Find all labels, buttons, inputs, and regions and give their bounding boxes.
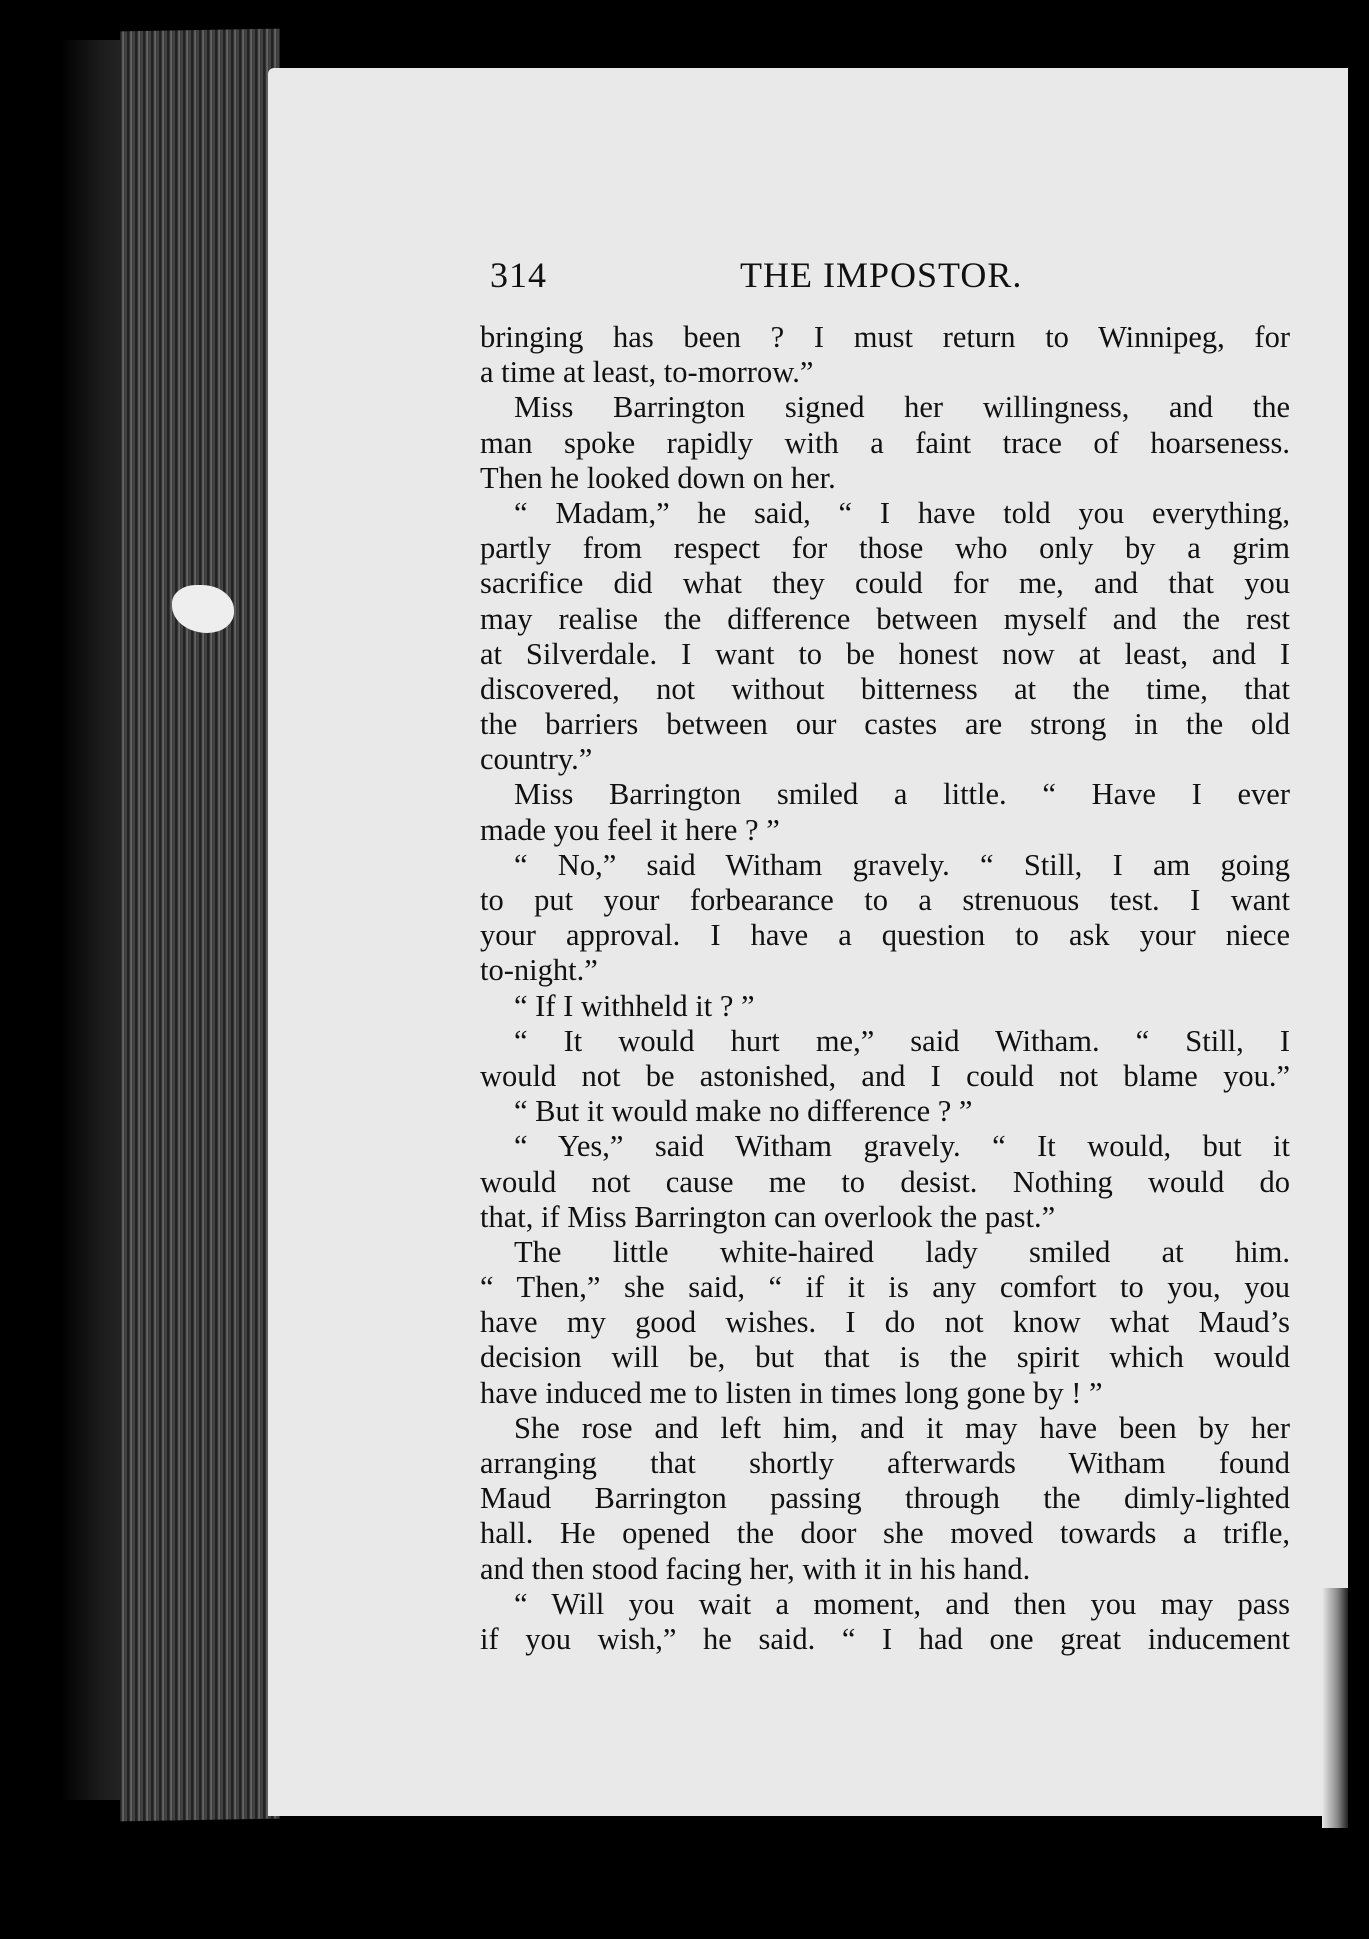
- text-line: the barriers between our castes are strong in the old: [480, 707, 1290, 742]
- text-line: may realise the difference between myself and the rest: [480, 601, 1290, 636]
- text-line: that, if Miss Barrington can overlook the past.”: [480, 1199, 1056, 1234]
- text-line: “ It would hurt me,” said Witham. “ Still, I: [514, 1023, 1290, 1058]
- text-line: “ Then,” she said, “ if it is any comfort to you, you: [480, 1270, 1290, 1305]
- text-line: “ If I withheld it ? ”: [514, 988, 755, 1023]
- text-line: hall. He opened the door she moved towards a trifle,: [480, 1516, 1290, 1551]
- book-page: [268, 68, 1348, 1816]
- text-line: Miss Barrington smiled a little. “ Have I ever: [514, 777, 1290, 812]
- page-number: 314: [490, 255, 547, 295]
- text-line: “ Madam,” he said, “ I have told you everything,: [514, 495, 1290, 530]
- text-line: The little white-haired lady smiled at him.: [514, 1234, 1290, 1269]
- text-line: “ Yes,” said Witham gravely. “ It would, but it: [514, 1129, 1290, 1164]
- page-curl-shadow: [1322, 1588, 1348, 1828]
- page-header: [490, 254, 1320, 314]
- text-line: to put your forbearance to a strenuous test. I want: [480, 883, 1290, 917]
- text-line: discovered, not without bitterness at the time, that: [480, 671, 1290, 706]
- text-line: partly from respect for those who only by a grim: [480, 531, 1290, 566]
- text-line: country.”: [480, 742, 593, 777]
- text-line: would not be astonished, and I could not blame you.”: [480, 1058, 1290, 1093]
- text-line: a time at least, to-morrow.”: [480, 355, 814, 390]
- text-line: have induced me to listen in times long gone by ! ”: [480, 1375, 1103, 1410]
- text-line: your approval. I have a question to ask your niece: [480, 918, 1290, 953]
- text-line: “ No,” said Witham gravely. “ Still, I am going: [514, 847, 1290, 882]
- text-line: arranging that shortly afterwards Witham found: [480, 1446, 1290, 1480]
- text-line: Then he looked down on her.: [480, 460, 836, 495]
- text-line: sacrifice did what they could for me, and that you: [480, 566, 1290, 601]
- text-line: bringing has been ? I must return to Winnipeg, for: [480, 320, 1290, 354]
- text-line: at Silverdale. I want to be honest now at least, and I: [480, 636, 1290, 671]
- text-line: and then stood facing her, with it in his hand.: [480, 1551, 1031, 1586]
- body-text: [480, 320, 1290, 1657]
- text-line: have my good wishes. I do not know what Maud’s: [480, 1305, 1290, 1340]
- running-title: THE IMPOSTOR.: [740, 255, 1023, 295]
- page-edges: [120, 29, 280, 1822]
- text-line: if you wish,” he said. “ I had one great inducement: [480, 1621, 1290, 1656]
- text-line: Miss Barrington signed her willingness, and the: [514, 390, 1290, 425]
- text-line: “ Will you wait a moment, and then you may pass: [514, 1586, 1290, 1621]
- text-line: made you feel it here ? ”: [480, 812, 780, 847]
- text-line: to-night.”: [480, 953, 598, 988]
- text-line: would not cause me to desist. Nothing would do: [480, 1164, 1290, 1199]
- text-line: man spoke rapidly with a faint trace of hoarseness.: [480, 425, 1290, 460]
- text-line: Maud Barrington passing through the dimly-lighted: [480, 1481, 1290, 1516]
- text-line: She rose and left him, and it may have been by her: [514, 1410, 1290, 1445]
- text-line: “ But it would make no difference ? ”: [514, 1094, 973, 1129]
- text-line: decision will be, but that is the spirit which would: [480, 1340, 1290, 1375]
